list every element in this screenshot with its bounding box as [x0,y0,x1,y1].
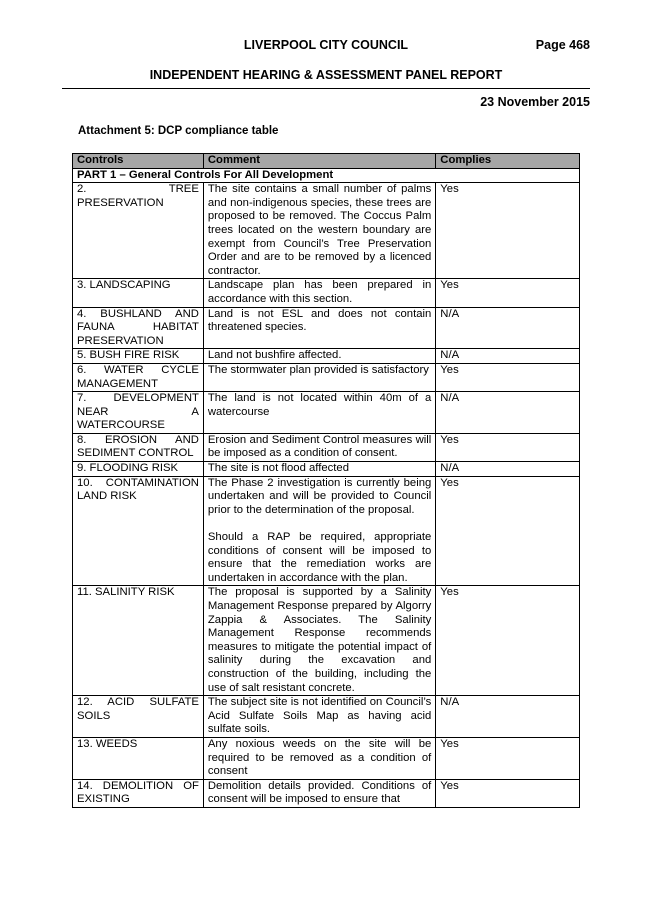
table-row [73,779,580,807]
control-cell: 4. BUSHLAND AND FAUNA HABITAT PRESERVATION [73,307,204,349]
control-cell: 2. TREE PRESERVATION [73,183,204,279]
table-row [73,392,580,434]
complies-cell: Yes [436,586,580,696]
complies-cell: N/A [436,349,580,364]
table-row [73,307,580,349]
comment-cell [203,433,435,461]
comment-text: Erosion and Sediment Control measures will be imposed as a condition of consent. [207,433,432,460]
part-heading: PART 1 – General Controls For All Development [73,168,580,183]
table-row [73,476,580,586]
comment-cell [203,696,435,738]
comment-cell [203,476,435,586]
column-header-comment: Comment [203,154,435,169]
complies-cell: N/A [436,696,580,738]
comment-cell [203,462,435,477]
complies-cell: N/A [436,392,580,434]
complies-cell: Yes [436,433,580,461]
complies-cell: N/A [436,462,580,477]
comment-text: Land not bushfire affected. [207,349,342,362]
report-title: INDEPENDENT HEARING & ASSESSMENT PANEL REPORT [149,68,503,82]
header-divider [62,88,590,89]
table-row [73,279,580,307]
page-number: Page 468 [535,38,590,52]
comment-text: The site contains a small number of palms and non-indigenous species, these trees are proposed to be removed. The Coccus Palm trees located on the western boundary are exempt from Council’s Tree Preservation Order and are to be removed by a licenced contractor. [207,183,432,277]
column-header-controls: Controls [73,154,204,169]
table-row [73,363,580,391]
dcp-compliance-table [72,153,580,808]
comment-cell [203,363,435,391]
report-date: 23 November 2015 [480,95,590,109]
table-row [73,462,580,477]
column-header-complies: Complies [436,154,580,169]
table-row [73,737,580,779]
comment-cell [203,586,435,696]
table-row [73,349,580,364]
complies-cell: Yes [436,183,580,279]
attachment-title: Attachment 5: DCP compliance table [78,125,279,137]
council-name: LIVERPOOL CITY COUNCIL [243,38,409,52]
table-row [73,183,580,279]
comment-text: Land is not ESL and does not contain threatened species. [207,307,432,334]
comment-cell [203,307,435,349]
comment-text: The proposal is supported by a Salinity Management Response prepared by Algorry Zappia & Associates. The Salinity Management Response recommends measures to mitigate the potential impact of salinity during the excavation and construction of the building, including the use of salt resistant concrete. [207,586,432,694]
comment-cell [203,779,435,807]
control-cell: 8. EROSION AND SEDIMENT CONTROL [73,433,204,461]
control-cell: 14. DEMOLITION OF EXISTING [73,779,204,807]
comment-text: Demolition details provided. Conditions of consent will be imposed to ensure that [207,779,432,806]
complies-cell: Yes [436,779,580,807]
control-cell: 7. DEVELOPMENT NEAR A WATERCOURSE [73,392,204,434]
comment-cell [203,279,435,307]
control-cell: 6. WATER CYCLE MANAGEMENT [73,363,204,391]
comment-cell [203,392,435,434]
complies-cell: Yes [436,737,580,779]
control-cell: 13. WEEDS [73,737,204,779]
comment-text: The land is not located within 40m of a watercourse [207,392,432,418]
comment-cell [203,183,435,279]
comment-text: Any noxious weeds on the site will be required to be removed as a condition of consent [207,737,432,778]
table-header-row [73,154,580,169]
control-cell: 12. ACID SULFATE SOILS [73,696,204,738]
comment-text: The subject site is not identified on Council’s Acid Sulfate Soils Map as having acid sulfate soils. [207,696,432,736]
comment-text: The stormwater plan provided is satisfactory [207,363,429,376]
complies-cell: Yes [436,279,580,307]
comment-text: The site is not flood affected [207,462,349,475]
complies-cell: N/A [436,307,580,349]
complies-cell: Yes [436,476,580,586]
comment-cell [203,349,435,364]
control-cell: 9. FLOODING RISK [73,462,204,477]
control-cell: 10. CONTAMINATION LAND RISK [73,476,204,586]
control-cell: 5. BUSH FIRE RISK [73,349,204,364]
comment-text: The Phase 2 investigation is currently being undertaken and will be provided to Council prior to the determination of the proposal. [207,476,432,516]
comment-text-continued: Should a RAP be required, appropriate conditions of consent will be imposed to ensure that the remediation works are undertaken in accordance with the plan. [207,531,432,584]
table-row [73,586,580,696]
table-row [73,696,580,738]
control-cell: 11. SALINITY RISK [73,586,204,696]
comment-text: Landscape plan has been prepared in accordance with this section. [207,279,432,305]
part-heading-row [73,168,580,183]
comment-cell [203,737,435,779]
table-row [73,433,580,461]
complies-cell: Yes [436,363,580,391]
control-cell: 3. LANDSCAPING [73,279,204,307]
